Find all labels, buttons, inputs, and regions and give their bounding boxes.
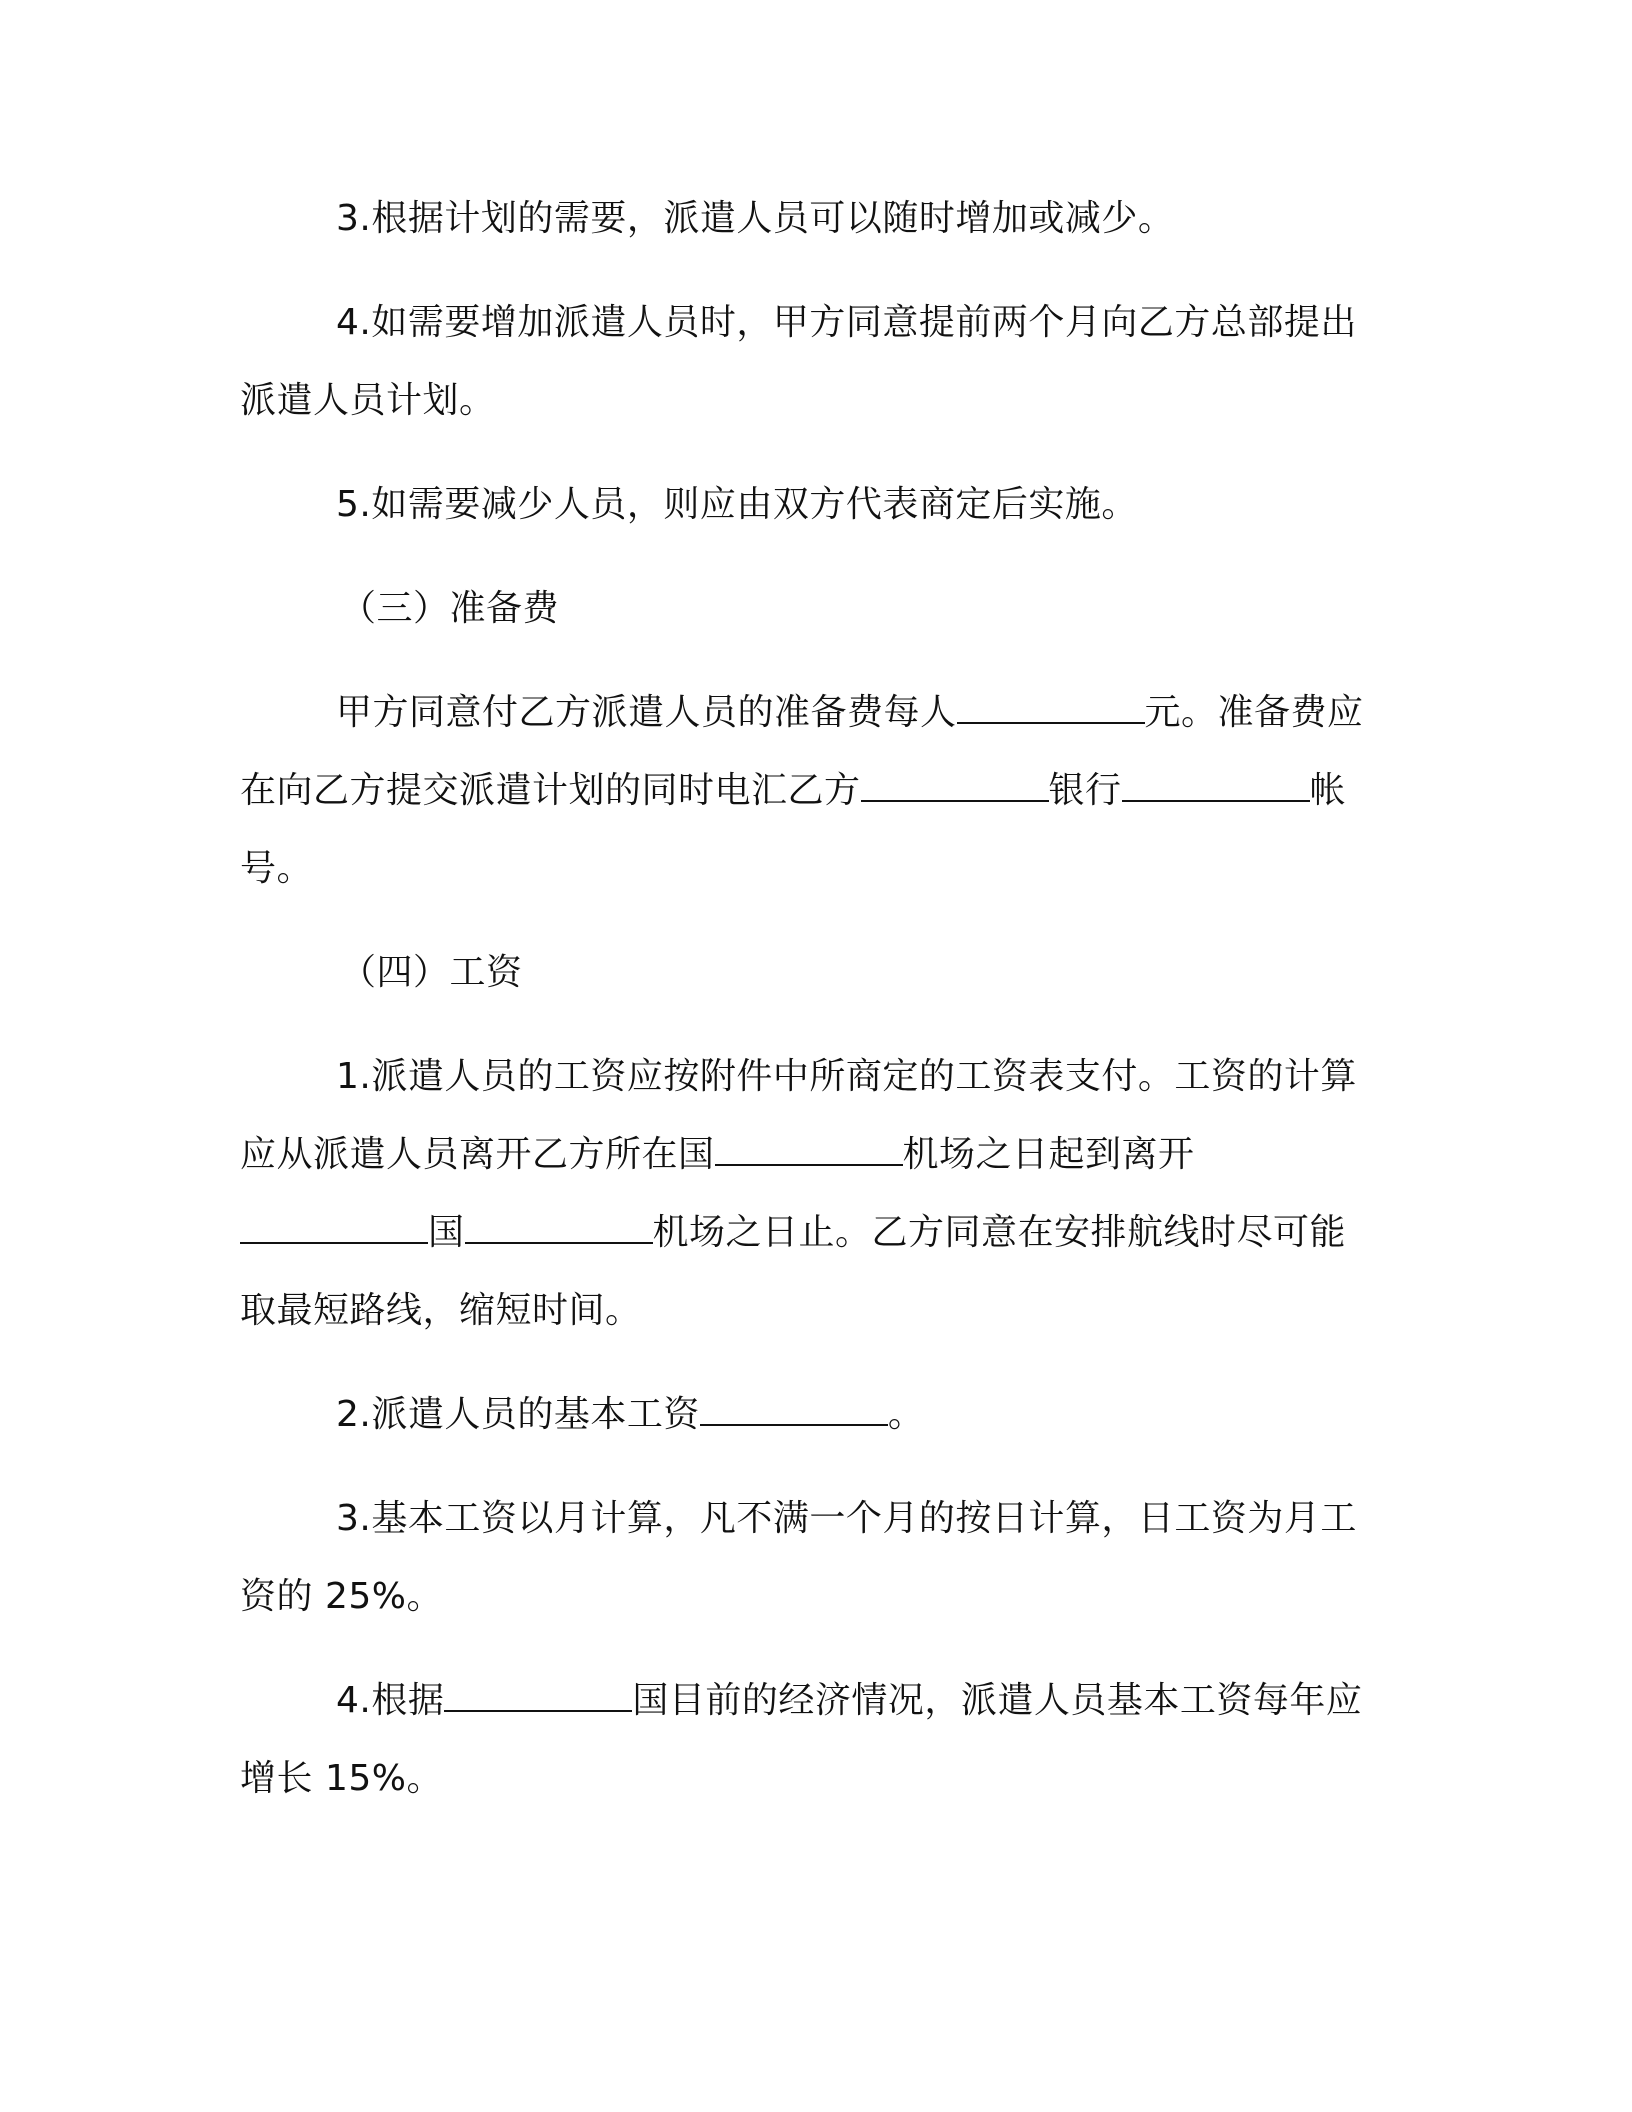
clause-text: 银行 [1048, 770, 1122, 811]
clause-text: 4.如需要增加派遣人员时，甲方同意提前两个月向乙方总部提出派遣人员计划。 [240, 302, 1357, 421]
clause-text: 1.派遣人员的工资应按附件中所商定的工资表支付。工资的计算应从派遣人员离开乙方所在国 [240, 1056, 1357, 1175]
clause-5-reduce-personnel [240, 466, 1380, 544]
wage-clause-3 [240, 1480, 1380, 1636]
fill-blank-country[interactable] [444, 1680, 632, 1712]
clause-text: 机场之日止。乙方同意在安排航线时尽可能取最短路线，缩短时间。 [240, 1212, 1347, 1331]
wage-clause-4 [240, 1662, 1380, 1818]
fill-blank-fee-amount[interactable] [957, 692, 1145, 724]
clause-text: 国目前的经济情况，派遣人员基本工资每年应增长 15%。 [240, 1680, 1363, 1799]
fill-blank-departure-country[interactable] [715, 1134, 903, 1166]
clause-text: 帐号。 [240, 770, 1347, 889]
clause-text: 元。准备费应在向乙方提交派遣计划的同时电汇乙方 [240, 692, 1364, 811]
wage-clause-2 [240, 1376, 1380, 1454]
section-heading-preparation-fee: （三）准备费 [340, 588, 560, 629]
clause-4-increase-personnel [240, 284, 1380, 440]
clause-text: 机场之日起到离开 [902, 1134, 1195, 1175]
clause-text: 5.如需要减少人员，则应由双方代表商定后实施。 [336, 484, 1138, 525]
wage-clause-1 [240, 1038, 1380, 1350]
section-heading-wages: （四）工资 [340, 952, 523, 993]
clause-text: 3.根据计划的需要，派遣人员可以随时增加或减少。 [336, 198, 1175, 239]
fill-blank-destination[interactable] [240, 1212, 428, 1244]
clause-text: 国 [428, 1212, 465, 1253]
fill-blank-airport[interactable] [465, 1212, 653, 1244]
document-page [240, 180, 1380, 1844]
clause-text: 甲方同意付乙方派遣人员的准备费每人 [336, 692, 957, 733]
clause-text: 。 [887, 1394, 925, 1435]
fill-blank-basic-wage[interactable] [700, 1394, 888, 1426]
fill-blank-account-number[interactable] [1122, 770, 1310, 802]
fill-blank-bank-name[interactable] [861, 770, 1049, 802]
clause-text: 3.基本工资以月计算，凡不满一个月的按日计算，日工资为月工资的 25%。 [240, 1498, 1357, 1617]
preparation-fee-paragraph [240, 674, 1380, 908]
clause-text: 4.根据 [336, 1680, 445, 1721]
clause-text: 2.派遣人员的基本工资 [336, 1394, 700, 1435]
clause-3-personnel-adjustment [240, 180, 1380, 258]
